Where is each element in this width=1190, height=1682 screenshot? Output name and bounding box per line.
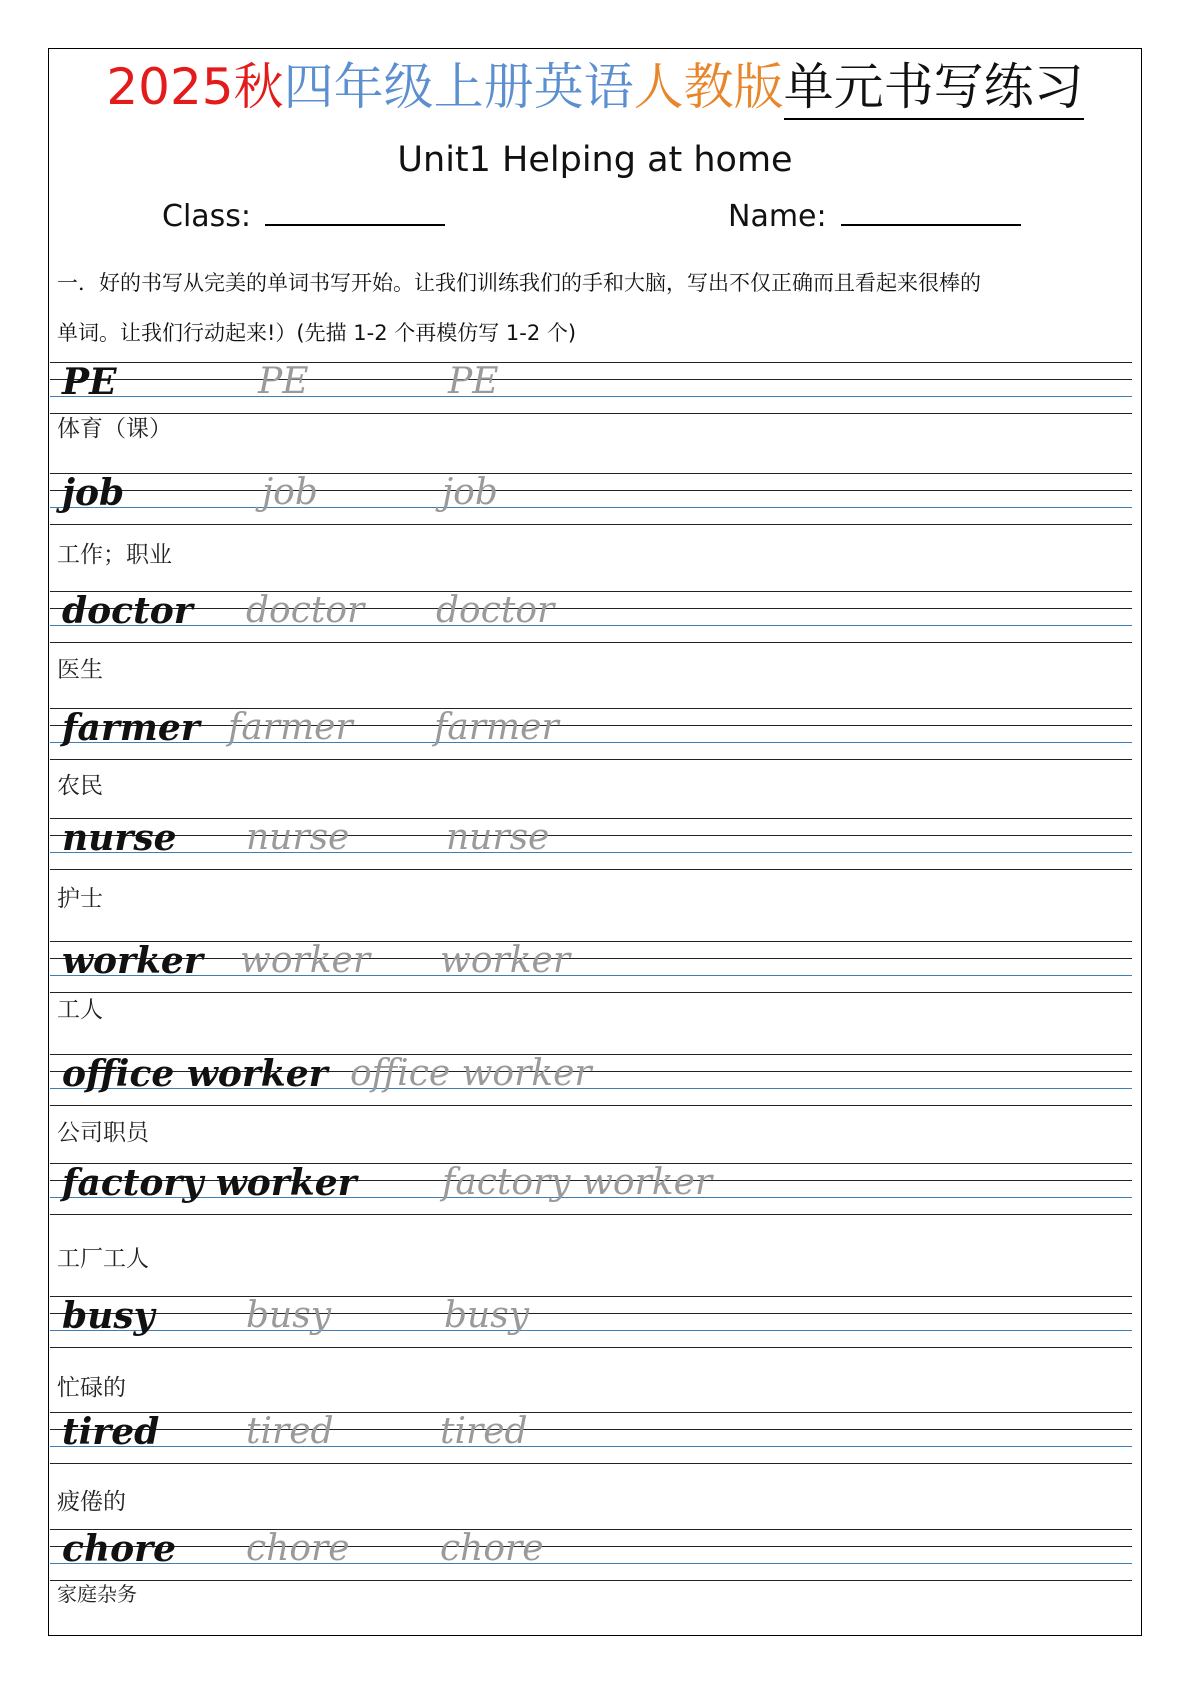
model-word: PE: [62, 361, 117, 403]
ruling-line: [50, 625, 1132, 626]
model-word: doctor: [62, 590, 193, 632]
word-meaning: 体育（课）: [57, 416, 172, 442]
unit-title: Unit1 Helping at home: [397, 140, 793, 180]
instructions: [57, 258, 1137, 358]
ruling-line: [50, 507, 1132, 508]
ruling-line: [50, 1463, 1132, 1464]
trace-word: busy: [444, 1295, 530, 1336]
trace-word: PE: [448, 361, 499, 402]
trace-word: chore: [246, 1528, 350, 1569]
ruling-line: [50, 941, 1132, 942]
ruling-line: [50, 1105, 1132, 1106]
ruling-line: [50, 818, 1132, 819]
model-word: office worker: [62, 1053, 328, 1095]
name-label: Name:: [728, 199, 827, 234]
ruling-line: [50, 1429, 1132, 1430]
class-label: Class:: [162, 199, 252, 234]
trace-word: farmer: [434, 707, 559, 748]
trace-word: chore: [440, 1528, 544, 1569]
trace-word: doctor: [246, 590, 365, 631]
trace-word: tired: [440, 1411, 528, 1452]
model-word: busy: [62, 1295, 155, 1337]
model-word: job: [62, 472, 125, 514]
word-meaning: 医生: [57, 657, 103, 683]
word-meaning: 公司职员: [57, 1120, 149, 1146]
ruling-line: [50, 835, 1132, 836]
ruling-line: [50, 759, 1132, 760]
ruling-line: [50, 975, 1132, 976]
word-meaning: 疲倦的: [57, 1489, 126, 1515]
instructions-line-1: 一．好的书写从完美的单词书写开始。让我们训练我们的手和大脑，写出不仅正确而且看起来很棒的: [57, 271, 981, 295]
trace-word: farmer: [228, 707, 353, 748]
name-blank[interactable]: [841, 192, 1021, 226]
model-word: nurse: [62, 817, 177, 859]
ruling-line: [50, 1580, 1132, 1581]
trace-word: factory worker: [442, 1162, 713, 1203]
instructions-line-2: 单词。让我们行动起来!）(先描 1-2 个再模仿写 1-2 个): [57, 321, 577, 345]
title-edition: 人教版: [633, 58, 784, 116]
title-year: 2025秋: [106, 58, 284, 116]
title-grade: 四年级上册英语: [283, 58, 634, 116]
ruling-line: [50, 642, 1132, 643]
trace-word: job: [262, 472, 318, 513]
title-practice: 单元书写练习: [784, 58, 1084, 120]
trace-word: worker: [440, 940, 571, 981]
ruling-line: [50, 1412, 1132, 1413]
ruling-line: [50, 379, 1132, 380]
trace-word: job: [442, 472, 498, 513]
ruling-line: [50, 413, 1132, 414]
ruling-line: [50, 1330, 1132, 1331]
model-word: tired: [62, 1411, 160, 1453]
word-meaning: 护士: [57, 886, 103, 912]
word-meaning: 家庭杂务: [57, 1582, 137, 1606]
ruling-line: [50, 362, 1132, 363]
model-word: worker: [62, 940, 203, 982]
ruling-line: [50, 1446, 1132, 1447]
model-word: chore: [62, 1528, 176, 1570]
trace-word: nurse: [246, 817, 350, 858]
word-meaning: 工作；职业: [57, 542, 172, 568]
ruling-line: [50, 958, 1132, 959]
ruling-line: [50, 608, 1132, 609]
ruling-line: [50, 1214, 1132, 1215]
ruling-line: [50, 725, 1132, 726]
word-meaning: 工厂工人: [57, 1246, 149, 1272]
ruling-line: [50, 591, 1132, 592]
word-meaning: 忙碌的: [57, 1375, 126, 1401]
name-field: [728, 192, 1021, 234]
worksheet-title: [0, 52, 1190, 122]
model-word: farmer: [62, 707, 200, 749]
ruling-line: [50, 490, 1132, 491]
ruling-line: [50, 1313, 1132, 1314]
trace-word: tired: [246, 1411, 334, 1452]
ruling-line: [50, 742, 1132, 743]
class-blank[interactable]: [265, 192, 445, 226]
ruling-line: [50, 1563, 1132, 1564]
ruling-line: [50, 1529, 1132, 1530]
trace-word: busy: [246, 1295, 332, 1336]
ruling-line: [50, 1296, 1132, 1297]
ruling-line: [50, 852, 1132, 853]
word-meaning: 农民: [57, 773, 103, 799]
trace-word: PE: [258, 361, 309, 402]
trace-word: worker: [240, 940, 371, 981]
word-meaning: 工人: [57, 997, 103, 1023]
ruling-line: [50, 869, 1132, 870]
model-word: factory worker: [62, 1162, 357, 1204]
ruling-line: [50, 1347, 1132, 1348]
trace-word: doctor: [436, 590, 555, 631]
ruling-line: [50, 992, 1132, 993]
ruling-line: [50, 1546, 1132, 1547]
ruling-line: [50, 708, 1132, 709]
trace-word: nurse: [446, 817, 550, 858]
ruling-line: [50, 473, 1132, 474]
ruling-line: [50, 396, 1132, 397]
ruling-line: [50, 524, 1132, 525]
trace-word: office worker: [350, 1053, 592, 1094]
class-field: [162, 192, 445, 234]
